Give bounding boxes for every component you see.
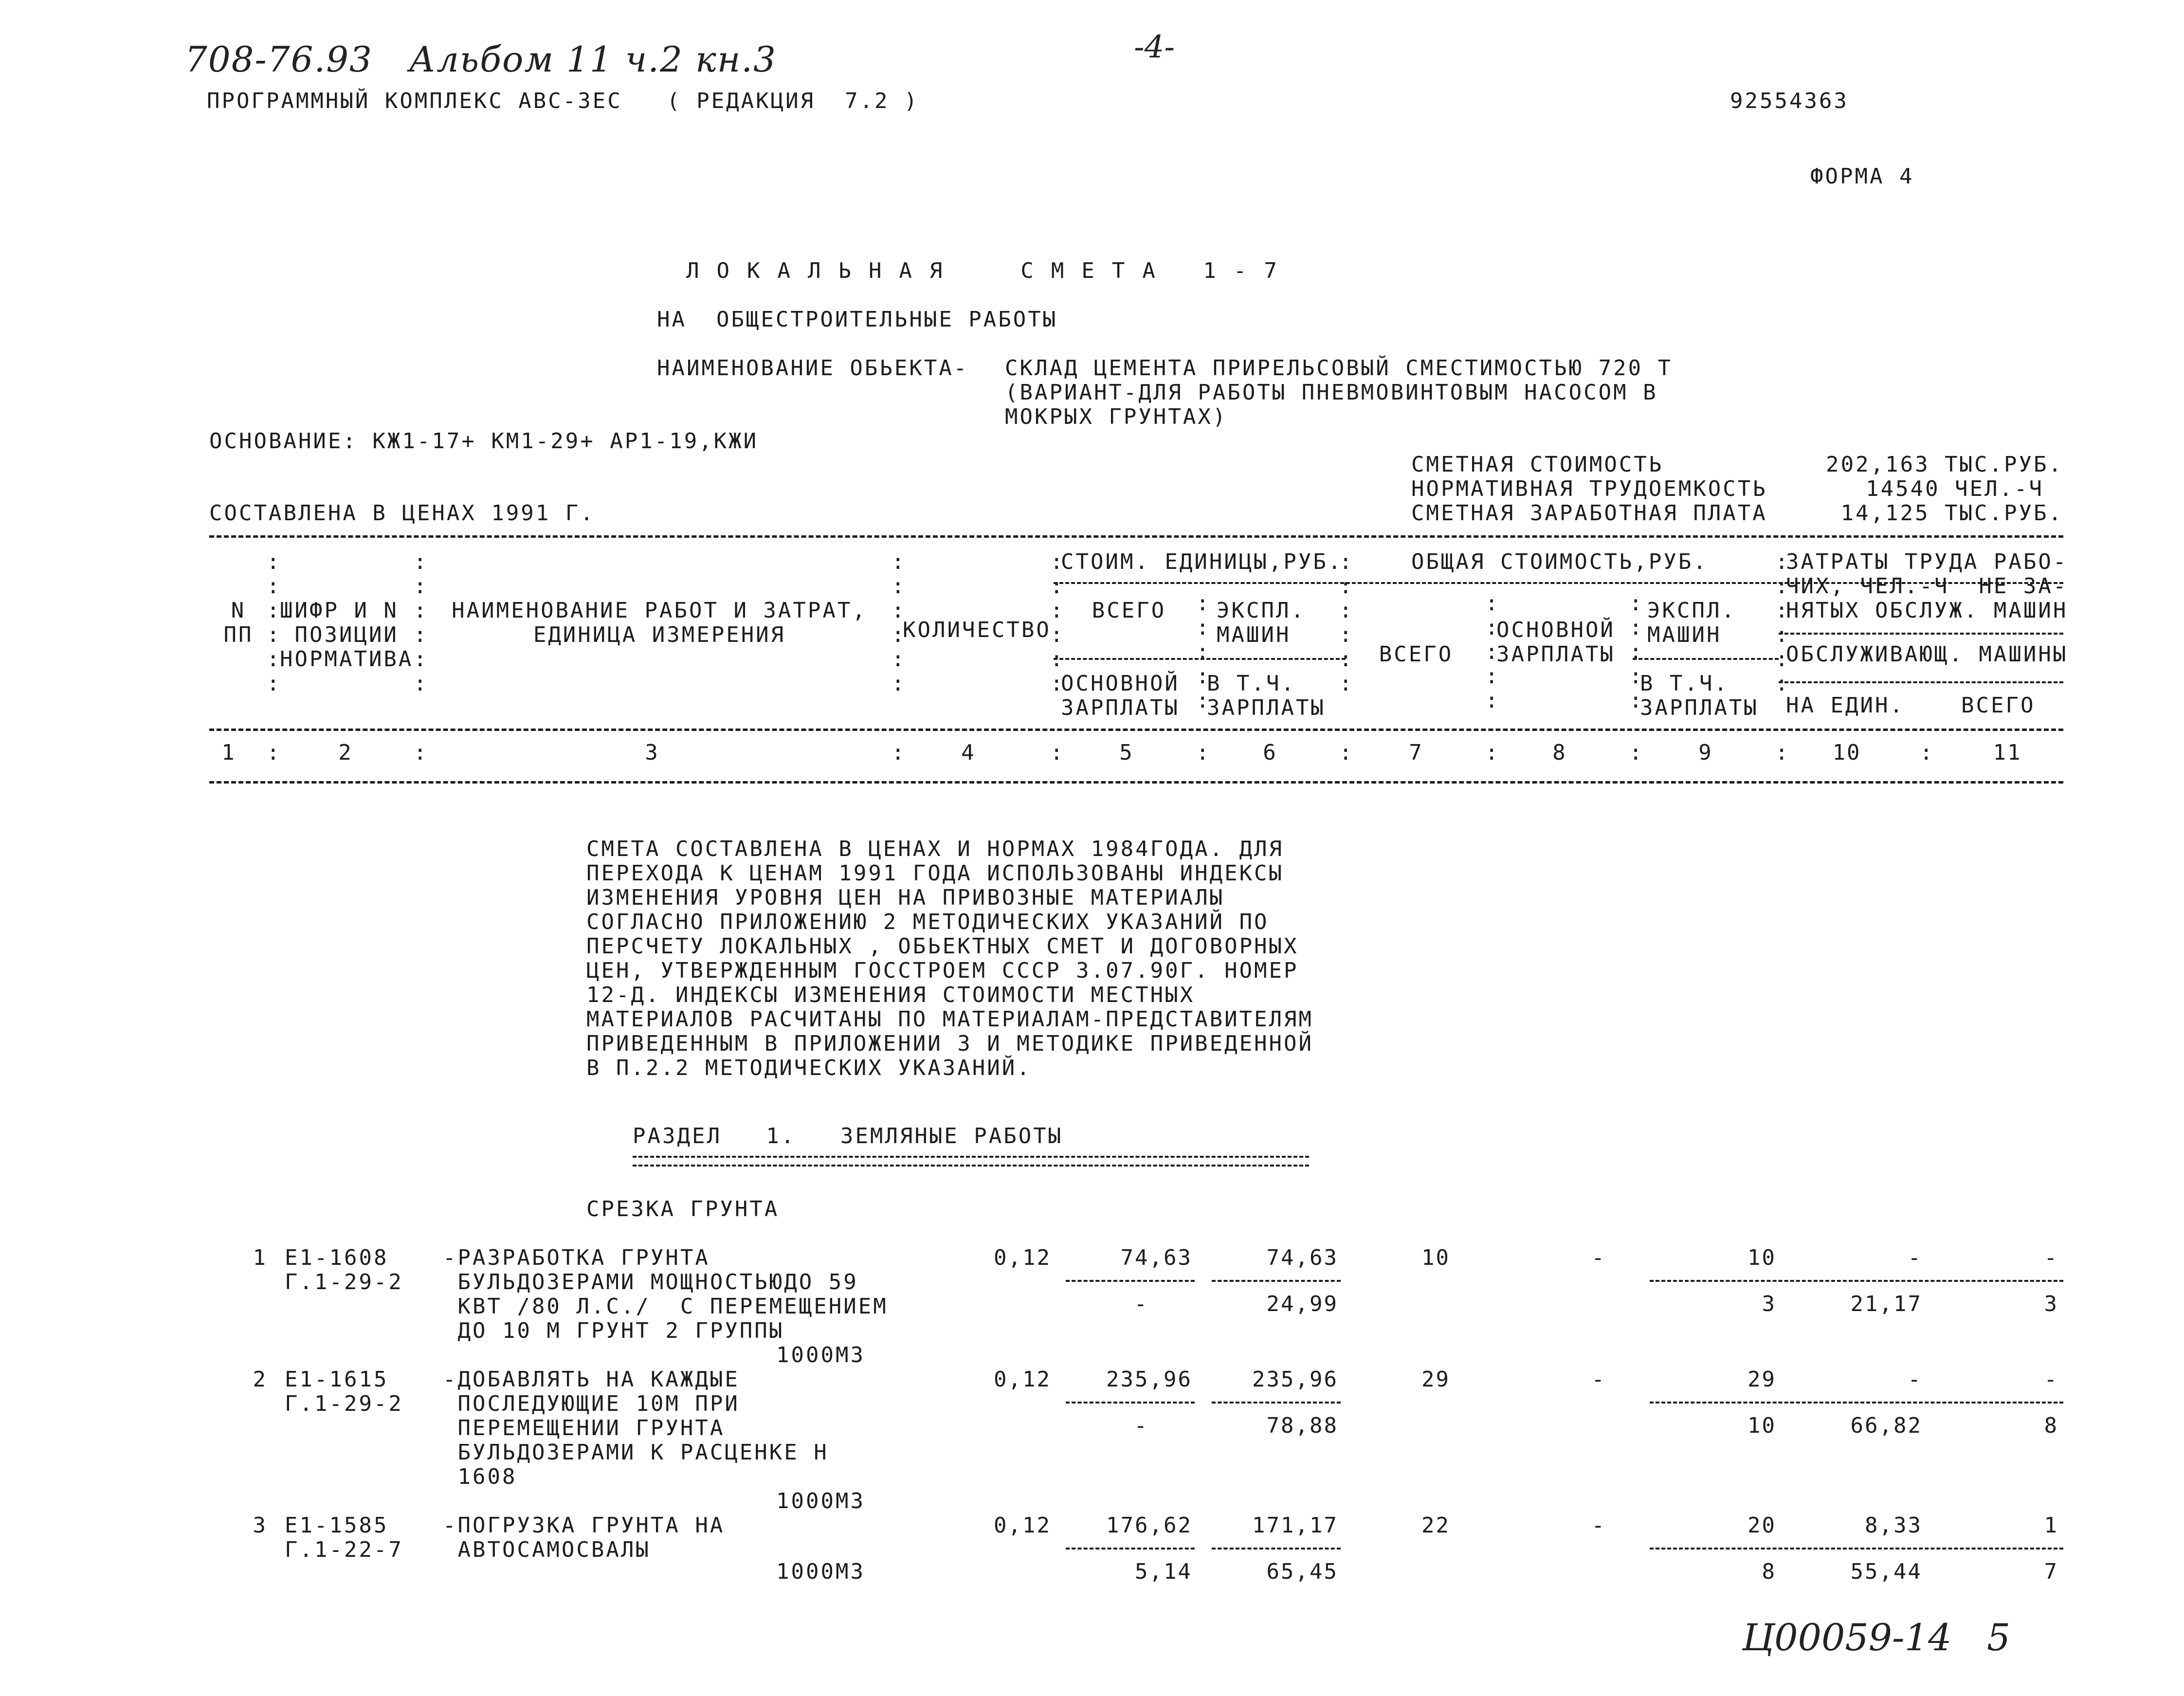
- col-sep-2: : : : : : :: [414, 549, 429, 696]
- header-group-total-cost: ОБЩАЯ СТОИМОСТЬ,РУБ.: [1411, 549, 1708, 574]
- row-total-machines: 20: [1747, 1513, 1776, 1538]
- column-number: 3: [645, 740, 659, 765]
- row-cell-rule: [1650, 1280, 2063, 1282]
- summary-value-wages: 14,125 ТЫС.РУБ.: [1840, 501, 2063, 526]
- note-line: 12-Д. ИНДЕКСЫ ИЗМЕНЕНИЯ СТОИМОСТИ МЕСТНЫХ: [586, 983, 1195, 1007]
- row-labor-per-unit-machines: 66,82: [1850, 1413, 1922, 1438]
- row-total-machine-wages: 10: [1747, 1413, 1776, 1438]
- header-col11-total: ВСЕГО: [1961, 693, 2036, 718]
- column-number-separators: :: [414, 740, 429, 765]
- summary-label-wages: СМЕТНАЯ ЗАРАБОТНАЯ ПЛАТА: [1411, 501, 1767, 526]
- table-top-rule: [209, 535, 2063, 538]
- object-label: НАИМЕНОВАНИЕ ОБЬЕКТА-: [657, 356, 969, 381]
- basis: ОСНОВАНИЕ: КЖ1-17+ КМ1-29+ АР1-19,КЖИ: [209, 429, 759, 454]
- row-unit-wages: -: [1134, 1413, 1148, 1438]
- col-sep-9: : : : : : :: [1775, 549, 1790, 696]
- object-name-line-1: СКЛАД ЦЕМЕНТА ПРИРЕЛЬСОВЫЙ СМЕСТИМОСТЬЮ 720 Т: [1005, 356, 1673, 381]
- row-unit-machines: 235,96: [1252, 1367, 1338, 1392]
- header-col-quantity: КОЛИЧЕСТВО: [903, 618, 1051, 642]
- header-col8-wages: ОСНОВНОЙ ЗАРПЛАТЫ: [1496, 618, 1615, 667]
- object-name-line-3: МОКРЫХ ГРУНТАХ): [1005, 404, 1228, 429]
- header-col-name: НАИМЕНОВАНИЕ РАБОТ И ЗАТРАТ, ЕДИНИЦА ИЗМЕРЕНИЯ: [452, 598, 867, 647]
- row-cell-rule: [1066, 1548, 1195, 1550]
- note-line: СОГЛАСНО ПРИЛОЖЕНИЮ 2 МЕТОДИЧЕСКИХ УКАЗАНИЙ ПО: [586, 910, 1269, 934]
- row-total-machines: 29: [1747, 1367, 1776, 1392]
- header-col-number: N ПП: [223, 598, 254, 647]
- summary-label-labor: НОРМАТИВНАЯ ТРУДОЕМКОСТЬ: [1411, 476, 1767, 501]
- header-col9-wages: В Т.Ч. ЗАРПЛАТЫ: [1640, 671, 1759, 720]
- note-line: МАТЕРИАЛОВ РАСЧИТАНЫ ПО МАТЕРИАЛАМ-ПРЕДСТАВИТЕЛЯМ: [586, 1007, 1314, 1032]
- column-number-separators: :: [1485, 740, 1500, 765]
- header-col5-total: ВСЕГО: [1092, 598, 1166, 623]
- row-quantity: 0,12: [994, 1367, 1051, 1392]
- row-total-machine-wages: 3: [1762, 1292, 1776, 1316]
- col-sep-8: : : : : :: [1629, 591, 1644, 713]
- row-labor-total: 1: [2044, 1513, 2058, 1538]
- row-cell-rule: [1650, 1402, 2063, 1404]
- header-col5-wages: ОСНОВНОЙ ЗАРПЛАТЫ: [1061, 671, 1180, 720]
- col-sep-4: : : : : : :: [1050, 549, 1065, 696]
- column-number-separators: :: [1196, 740, 1211, 765]
- header-group-labor-machines: ОБСЛУЖИВАЮЩ. МАШИНЫ: [1786, 642, 2068, 667]
- handwritten-album-ref: 708-76.93 Альбом 11 ч.2 кн.3: [185, 39, 777, 80]
- program-name: ПРОГРАММНЫЙ КОМПЛЕКС АВС-3ЕС ( РЕДАКЦИЯ 7.2 ): [207, 89, 919, 113]
- row-name: -ДОБАВЛЯТЬ НА КАЖДЫЕ ПОСЛЕДУЮЩИЕ 10М ПРИ ПЕРЕМЕЩЕНИИ ГРУНТА БУЛЬДОЗЕРАМИ К РАСЦЕНКЕ Н 1608: [443, 1367, 829, 1489]
- row-total-machine-wages: 8: [1762, 1559, 1776, 1584]
- labor-split-rule-2: [1779, 681, 2063, 683]
- column-number: 4: [961, 740, 976, 765]
- row-total: 22: [1421, 1513, 1450, 1538]
- row-unit-total: 235,96: [1106, 1367, 1192, 1392]
- row-unit-machine-wages: 24,99: [1266, 1292, 1338, 1316]
- header-bottom-rule: [209, 729, 2063, 731]
- column-numbers-rule: [209, 781, 2063, 784]
- row-cell-rule: [1212, 1548, 1341, 1550]
- header-group-labor: ЗАТРАТЫ ТРУДА РАБО- ЧИХ, ЧЕЛ.-Ч НЕ ЗА- НЯТЫХ ОБСЛУЖ. МАШИН: [1786, 549, 2068, 623]
- column-number: 9: [1698, 740, 1713, 765]
- note-line: ЦЕН, УТВЕРЖДЕННЫМ ГОССТРОЕМ СССР 3.07.90Г. НОМЕР: [586, 958, 1299, 983]
- col-sep-7: : : : : :: [1485, 591, 1500, 713]
- column-number-separators: :: [1050, 740, 1065, 765]
- row-labor-per-unit: -: [1908, 1245, 1922, 1270]
- column-number: 6: [1263, 740, 1277, 765]
- row-code: Е1-1615 Г.1-29-2: [285, 1367, 403, 1416]
- summary-label-cost: СМЕТНАЯ СТОИМОСТЬ: [1411, 452, 1664, 477]
- header-group-unit-cost: СТОИМ. ЕДИНИЦЫ,РУБ.: [1061, 549, 1343, 574]
- row-unit: 1000М3: [776, 1343, 865, 1368]
- row-number: 1: [253, 1245, 268, 1270]
- row-unit-total: 74,63: [1120, 1245, 1192, 1270]
- column-number-separators: :: [1629, 740, 1644, 765]
- row-total-wages: -: [1591, 1245, 1606, 1270]
- row-labor-total-machines: 8: [2044, 1413, 2058, 1438]
- column-number: 1: [221, 740, 236, 765]
- column-number: 2: [338, 740, 353, 765]
- note-line: ПЕРЕХОДА К ЦЕНАМ 1991 ГОДА ИСПОЛЬЗОВАНЫ ИНДЕКСЫ: [586, 861, 1284, 886]
- column-number: 10: [1832, 740, 1861, 765]
- row-total: 29: [1421, 1367, 1450, 1392]
- row-unit-wages: 5,14: [1135, 1559, 1192, 1584]
- header-col7-total: ВСЕГО: [1379, 642, 1454, 667]
- row-labor-per-unit-machines: 21,17: [1850, 1292, 1922, 1316]
- row-cell-rule: [1212, 1280, 1341, 1282]
- row-unit-wages: -: [1134, 1292, 1148, 1316]
- row-quantity: 0,12: [994, 1513, 1051, 1538]
- header-col9-machines: ЭКСПЛ. МАШИН: [1647, 598, 1736, 647]
- row-labor-per-unit: -: [1908, 1367, 1922, 1392]
- price-level: СОСТАВЛЕНА В ЦЕНАХ 1991 Г.: [209, 501, 595, 526]
- row-unit-machine-wages: 65,45: [1266, 1559, 1338, 1584]
- summary-value-cost: 202,163 ТЫС.РУБ.: [1826, 452, 2063, 477]
- row-unit-machine-wages: 78,88: [1266, 1413, 1338, 1438]
- form-label: ФОРМА 4: [1810, 164, 1914, 189]
- row-labor-total: -: [2044, 1245, 2058, 1270]
- column-number: 11: [1993, 740, 2022, 765]
- row-number: 3: [253, 1513, 268, 1538]
- row-cell-rule: [1066, 1280, 1195, 1282]
- note-line: ИЗМЕНЕНИЯ УРОВНЯ ЦЕН НА ПРИВОЗНЫЕ МАТЕРИАЛЫ: [586, 885, 1225, 910]
- row-name: -РАЗРАБОТКА ГРУНТА БУЛЬДОЗЕРАМИ МОЩНОСТЬЮДО 59 КВТ /80 Л.С./ С ПЕРЕМЕЩЕНИЕМ ДО 10 М ГРУНТ 2 ГРУППЫ: [443, 1245, 888, 1343]
- document-title: ЛОКАЛЬНАЯ СМЕТА 1-7: [686, 258, 1294, 283]
- row-labor-total-machines: 7: [2044, 1559, 2058, 1584]
- row-unit-machines: 171,17: [1252, 1513, 1338, 1538]
- row-labor-total: -: [2044, 1367, 2058, 1392]
- row-unit: 1000М3: [776, 1559, 865, 1584]
- row-total: 10: [1421, 1245, 1450, 1270]
- row-unit-total: 176,62: [1106, 1513, 1192, 1538]
- note-line: В П.2.2 МЕТОДИЧЕСКИХ УКАЗАНИЙ.: [586, 1056, 1032, 1080]
- col-sep-3: : : : : : :: [892, 549, 907, 696]
- column-number-separators: :: [1920, 740, 1935, 765]
- row-cell-rule: [1650, 1548, 2063, 1550]
- row-code: Е1-1608 Г.1-29-2: [285, 1245, 403, 1295]
- column-number-separators: :: [1339, 740, 1354, 765]
- row-total-wages: -: [1591, 1367, 1606, 1392]
- col-sep-5: : : : : :: [1196, 591, 1211, 713]
- handwritten-stamp-number: Ц00059-14 5: [1742, 1616, 2011, 1659]
- note-line: СМЕТА СОСТАВЛЕНА В ЦЕНАХ И НОРМАХ 1984ГОДА. ДЛЯ: [586, 837, 1284, 861]
- column-number: 7: [1409, 740, 1423, 765]
- row-total-machines: 10: [1747, 1245, 1776, 1270]
- row-code: Е1-1585 Г.1-22-7: [285, 1513, 403, 1562]
- summary-value-labor: 14540 ЧЕЛ.-Ч: [1866, 476, 2044, 501]
- object-name-line-2: (ВАРИАНТ-ДЛЯ РАБОТЫ ПНЕВМОВИНТОВЫМ НАСОСОМ В: [1005, 380, 1658, 405]
- labor-split-rule-1: [1779, 633, 2063, 635]
- header-col6-wages: В Т.Ч. ЗАРПЛАТЫ: [1207, 671, 1326, 720]
- row-name: -ПОГРУЗКА ГРУНТА НА АВТОСАМОСВАЛЫ: [443, 1513, 725, 1562]
- header-col-code: ШИФР И N ПОЗИЦИИ НОРМАТИВА: [280, 598, 414, 672]
- column-number-separators: :: [892, 740, 907, 765]
- row-labor-per-unit-machines: 55,44: [1850, 1559, 1922, 1584]
- header-col10-per-unit: НА ЕДИН.: [1786, 693, 1905, 718]
- column-number-separators: :: [1775, 740, 1790, 765]
- row-labor-total-machines: 3: [2044, 1292, 2058, 1316]
- row-cell-rule: [1212, 1402, 1341, 1404]
- note-line: ПЕРСЧЕТУ ЛОКАЛЬНЫХ , ОБЬЕКТНЫХ СМЕТ И ДОГОВОРНЫХ: [586, 934, 1299, 959]
- column-number-separators: :: [267, 740, 282, 765]
- column-number: 8: [1552, 740, 1567, 765]
- document-number: 92554363: [1730, 89, 1849, 113]
- row-unit: 1000М3: [776, 1489, 865, 1514]
- row-labor-per-unit: 8,33: [1865, 1513, 1922, 1538]
- col-sep-1: : : : : : :: [267, 549, 282, 696]
- section-title: РАЗДЕЛ 1. ЗЕМЛЯНЫЕ РАБОТЫ: [633, 1124, 1063, 1149]
- row-total-wages: -: [1591, 1513, 1606, 1538]
- row-quantity: 0,12: [994, 1245, 1051, 1270]
- column-number: 5: [1119, 740, 1134, 765]
- note-line: ПРИВЕДЕННЫМ В ПРИЛОЖЕНИИ 3 И МЕТОДИКЕ ПРИВЕДЕННОЙ: [586, 1031, 1314, 1056]
- machines-split-rule: [1633, 658, 1779, 660]
- handwritten-page-mark: -4-: [1134, 29, 1175, 65]
- header-col6-machines: ЭКСПЛ. МАШИН: [1217, 598, 1306, 647]
- row-cell-rule: [1066, 1402, 1195, 1404]
- document-subtitle: НА ОБЩЕСТРОИТЕЛЬНЫЕ РАБОТЫ: [657, 307, 1058, 332]
- col-sep-6: : : : : : :: [1339, 549, 1354, 696]
- section-subheading: СРЕЗКА ГРУНТА: [586, 1197, 780, 1222]
- section-title-underline: [633, 1156, 1309, 1167]
- row-number: 2: [253, 1367, 268, 1392]
- row-unit-machines: 74,63: [1266, 1245, 1338, 1270]
